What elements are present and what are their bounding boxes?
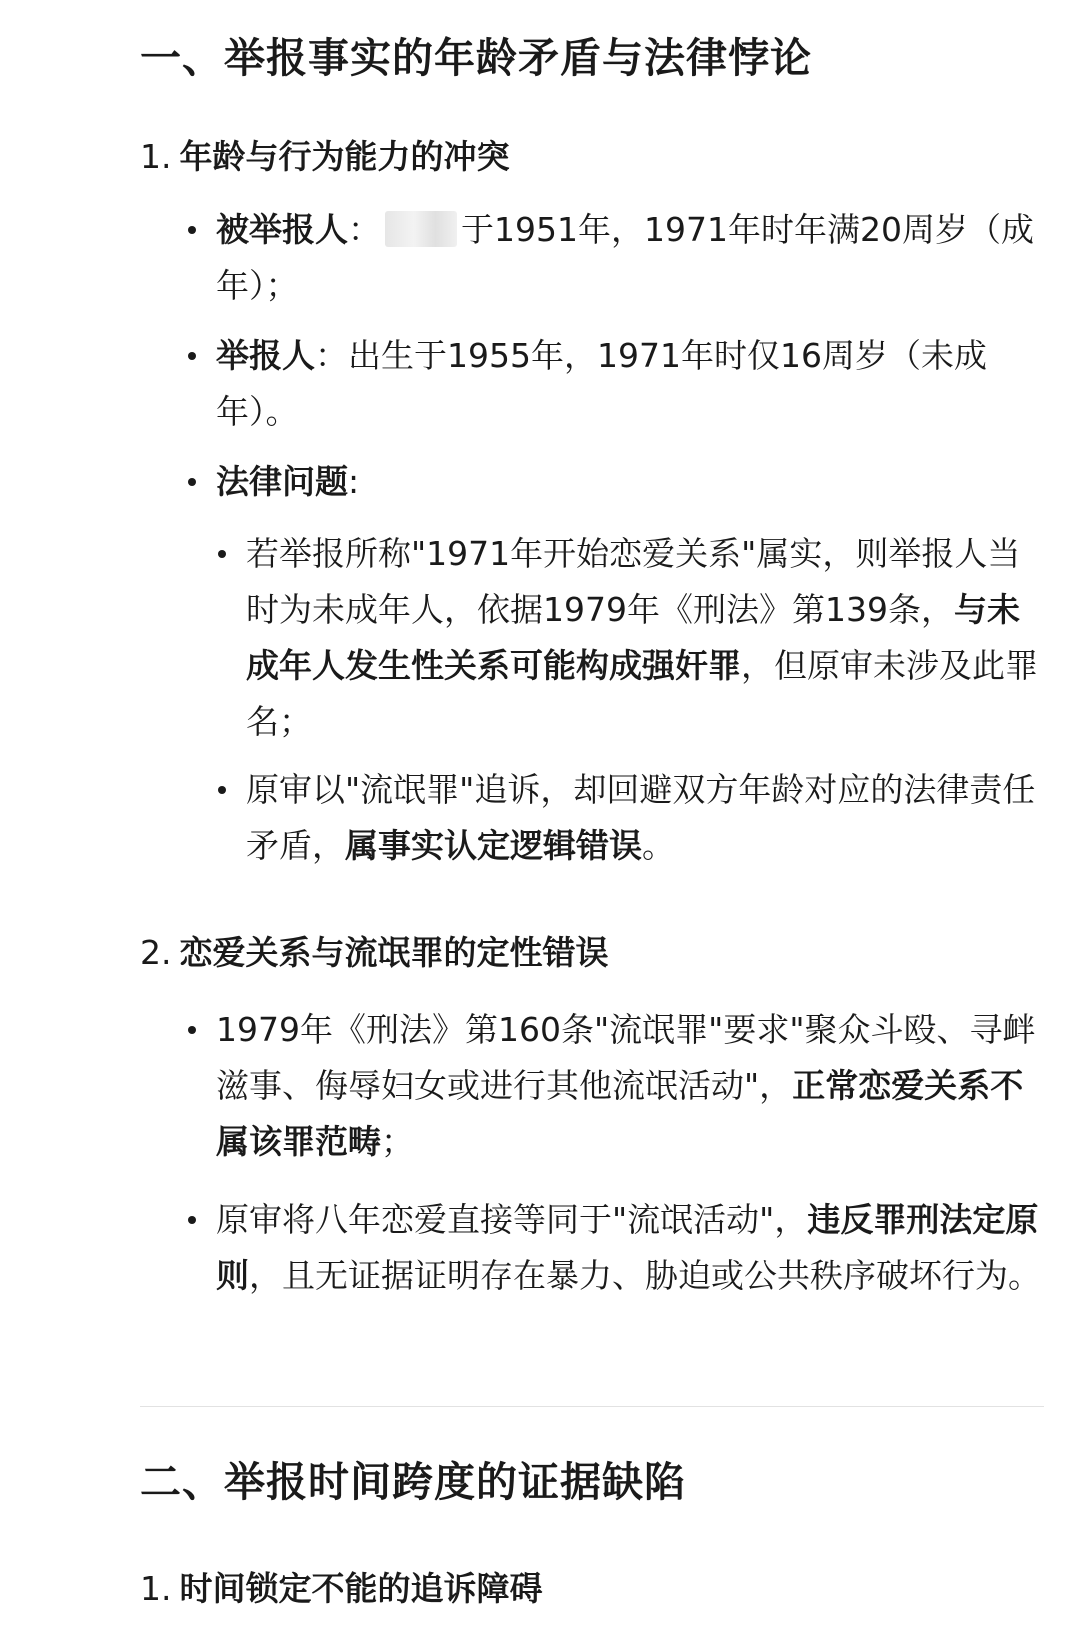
bullet-emphasis: 属事实认定逻辑错误	[345, 826, 642, 865]
bullet-accused	[184, 202, 1044, 314]
subsection-number: 2.	[140, 933, 172, 972]
bullet-text	[216, 1002, 1044, 1170]
bullet-colon: :	[348, 462, 360, 501]
bullet-dot-icon	[188, 1026, 196, 1034]
bullet-label: 举报人	[216, 336, 315, 375]
sub-bullet-logic-error	[214, 762, 1044, 874]
bullet-label: 被举报人	[216, 210, 348, 249]
bullet-text	[216, 202, 1044, 314]
bullet-tail: 。	[642, 826, 675, 865]
bullet-emphasis: 违反罪刑法定原则	[216, 1200, 1039, 1295]
bullet-text	[216, 328, 1044, 440]
subsection-number: 1.	[140, 137, 172, 176]
subsection-title: 恋爱关系与流氓罪的定性错误	[179, 933, 609, 972]
bullet-body: 原审将八年恋爱直接等同于"流氓活动"，	[216, 1200, 808, 1239]
sub-bullet-minor	[214, 526, 1044, 750]
subsection-number: 1.	[140, 1569, 172, 1608]
bullet-dot-icon	[218, 786, 226, 794]
bullet-dot-icon	[188, 226, 196, 234]
section-1-heading: 一、举报事实的年龄矛盾与法律悖论	[140, 34, 812, 82]
bullet-body: 原审以"流氓罪"追诉，却回避双方年龄对应的法律责任矛盾，	[246, 770, 1036, 865]
bullet-text	[216, 1192, 1044, 1304]
bullet-dot-icon	[188, 352, 196, 360]
bullet-text	[216, 454, 1044, 510]
section-divider	[140, 1406, 1044, 1407]
bullet-tail: ，但原审未涉及此罪名；	[246, 646, 1038, 741]
bullet-legal-issue	[184, 454, 1044, 510]
subsection-1-1-heading	[140, 134, 510, 180]
bullet-body: 若举报所称"1971年开始恋爱关系"属实，则举报人当时为未成年人，依据1979年《刑法》第139条，	[246, 534, 1021, 629]
bullet-legality-principle	[184, 1192, 1044, 1304]
bullet-label: 法律问题	[216, 462, 348, 501]
bullet-colon: ：	[348, 210, 381, 249]
bullet-body: 出生于1955年，1971年时仅16周岁（未成年）。	[216, 336, 987, 431]
bullet-body: 于1951年，1971年时年满20周岁（成年）；	[216, 210, 1034, 305]
bullet-body: 1979年《刑法》第160条"流氓罪"要求"聚众斗殴、寻衅滋事、侮辱妇女或进行其他流氓活动"，	[216, 1010, 1036, 1105]
subsection-title: 时间锁定不能的追诉障碍	[179, 1569, 543, 1608]
bullet-emphasis: 与未成年人发生性关系可能构成强奸罪	[246, 590, 1020, 685]
bullet-tail: ；	[381, 1122, 414, 1161]
redacted-name-blur	[385, 211, 457, 247]
bullet-reporter	[184, 328, 1044, 440]
bullet-dot-icon	[188, 1216, 196, 1224]
section-2-heading: 二、举报时间跨度的证据缺陷	[140, 1458, 686, 1506]
bullet-text	[246, 526, 1044, 750]
subsection-2-1-heading	[140, 1566, 543, 1612]
bullet-dot-icon	[218, 550, 226, 558]
bullet-text	[246, 762, 1044, 874]
subsection-1-2-heading	[140, 930, 609, 976]
bullet-emphasis: 正常恋爱关系不属该罪范畴	[216, 1066, 1024, 1161]
bullet-tail: ，且无证据证明存在暴力、胁迫或公共秩序破坏行为。	[249, 1256, 1041, 1295]
bullet-colon: ：	[315, 336, 348, 375]
bullet-dot-icon	[188, 478, 196, 486]
bullet-article-160	[184, 1002, 1044, 1170]
subsection-title: 年龄与行为能力的冲突	[179, 137, 510, 176]
